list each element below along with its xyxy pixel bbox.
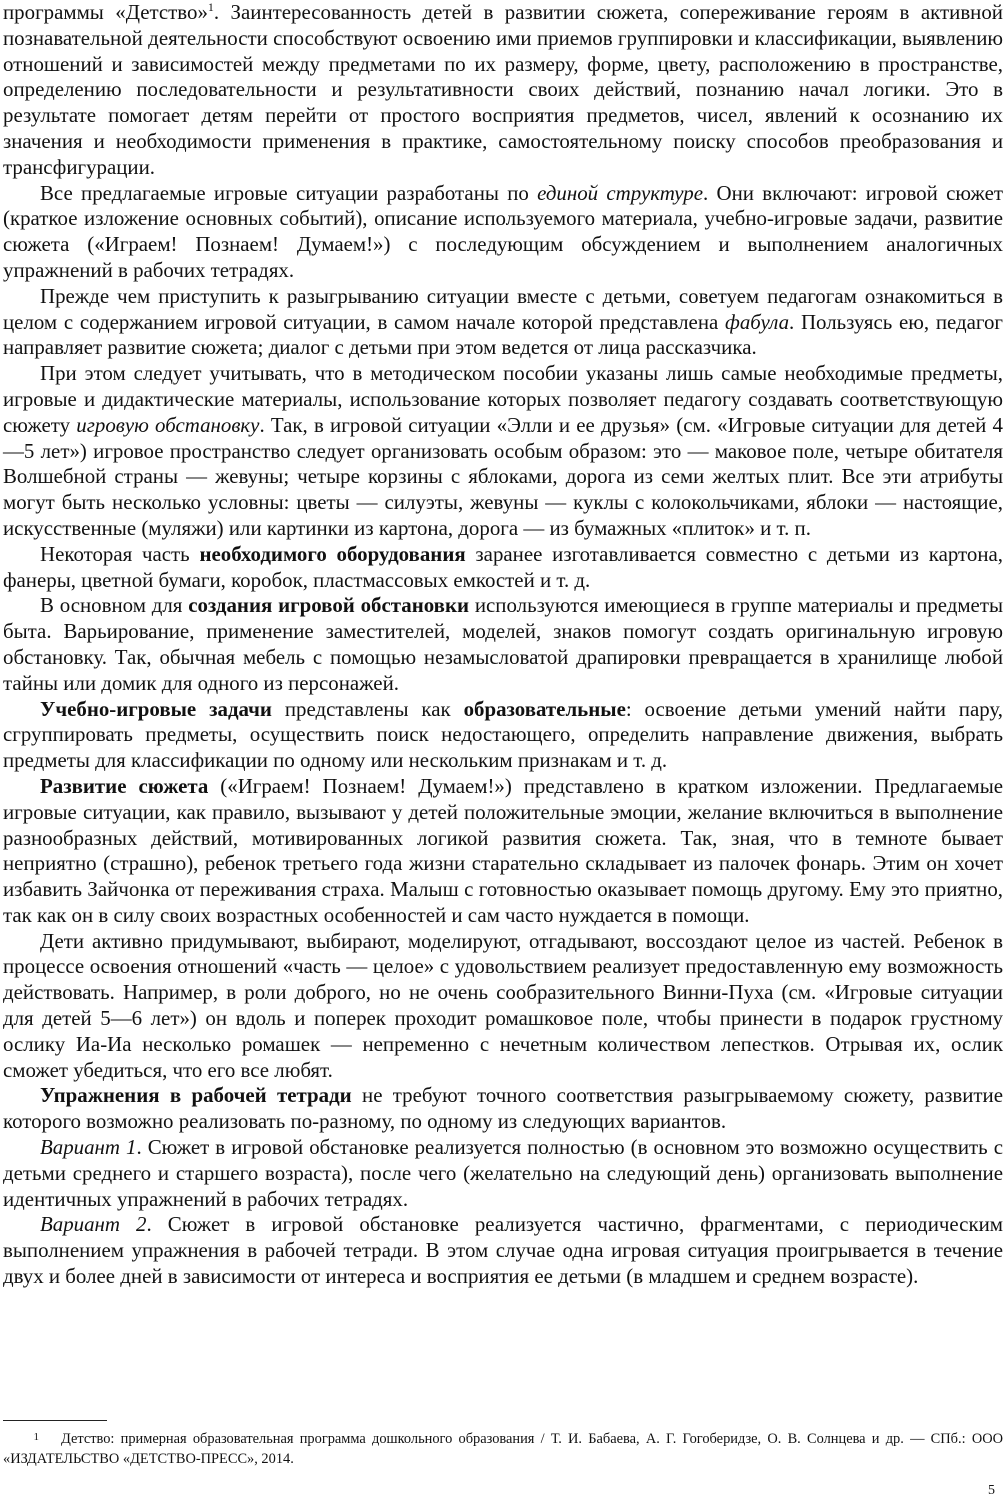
paragraph-6-text-a: В основном для — [40, 593, 189, 618]
paragraph-10 — [3, 1083, 1003, 1135]
paragraph-2-text-a: Все предлагаемые игровые ситуации разработаны по — [40, 180, 538, 205]
paragraph-1-text-a: программы «Детство» — [3, 0, 208, 24]
paragraph-4-text-a: При этом следует учитывать, что в методическом пособии указаны лишь самые необходимые предметы, игровые и дидактические материалы, использование которых позволяет педагогу создавать соответствующую сюжету — [3, 361, 1003, 437]
paragraph-10-text: не требуют точного соответствия разыгрываемому сюжету, развитие которого возможно реализовать по-разному, по одному из следующих вариантов. — [3, 1083, 1003, 1134]
paragraph-8 — [3, 774, 1003, 929]
paragraph-3-text-b: . Пользуясь ею, педагог направляет развитие сюжета; диалог с детьми при этом ведется от лица рассказчика. — [3, 309, 1003, 360]
footnote-divider — [3, 1420, 107, 1421]
paragraph-11 — [3, 1135, 1003, 1212]
body-text — [3, 0, 1003, 1290]
footnote-mark: 1 — [33, 1431, 39, 1443]
paragraph-7-bold-a: Учебно-игровые задачи — [40, 696, 272, 721]
paragraph-2 — [3, 181, 1003, 284]
paragraph-10-bold: Упражнения в рабочей тетради — [40, 1083, 352, 1108]
page-number: 5 — [988, 1483, 995, 1498]
paragraph-12 — [3, 1212, 1003, 1289]
paragraph-2-emphasis: единой структуре — [537, 180, 703, 205]
paragraph-7 — [3, 697, 1003, 774]
footnote-text: Детство: примерная образовательная программа дошкольного образования / Т. И. Бабаева, А. Г. Гогоберидзе, О. В. Солнцева и др. — СПб.: ООО «ИЗДАТЕЛЬСТВО «ДЕТСТВО-ПРЕСС», 2014. — [3, 1431, 1003, 1467]
paragraph-5-text-b: заранее изготавливается совместно с детьми из картона, фанеры, цветной бумаги, коробок, пластмассовых емкостей и т. д. — [3, 541, 1003, 592]
footnote — [3, 1429, 1003, 1469]
page — [3, 0, 1003, 1290]
paragraph-8-text: («Играем! Познаем! Думаем!») представлено в кратком изложении. Предлагаемые игровые ситуации, как правило, вызывают у детей положительные эмоции, желание включиться в выполнение разнообразных действий, мотивированных логикой развития сюжета. Так, зная, что в темноте бывает неприятно (страшно), ребенок третьего года жизни старательно складывает из палочек фонарь. Этим он хочет избавить Зайчонка от переживания страха. Малыш с готовностью оказывает помощь другому. Ему это приятно, так как он в силу своих возрастных особенностей и сам часто нуждается в помощи. — [3, 773, 1003, 927]
paragraph-8-bold: Развитие сюжета — [40, 773, 209, 798]
paragraph-3-emphasis: фабула — [725, 309, 790, 334]
paragraph-4 — [3, 361, 1003, 542]
paragraph-6 — [3, 593, 1003, 696]
paragraph-7-text-a: представлены как — [271, 696, 464, 721]
paragraph-7-text-b: : освоение детьми умений найти пару, сгруппировать предметы, осуществить поиск недостающего, определить направление движения, выбрать предметы для классификации по одному или нескольким признакам и т. д. — [3, 696, 1003, 773]
paragraph-11-variant-label: Вариант 1 — [40, 1135, 137, 1160]
paragraph-11-text: . Сюжет в игровой обстановке реализуется полностью (в основном это возможно осуществить с детьми среднего и старшего возраста), после чего (желательно на следующий день) организовать выполнение идентичных упражнений в рабочих тетрадях. — [3, 1135, 1003, 1211]
paragraph-3-text-a: Прежде чем приступить к разыгрыванию ситуации вместе с детьми, советуем педагогам ознакомиться в целом с содержанием игровой ситуации, в самом начале которой представлена — [3, 283, 1003, 334]
paragraph-9 — [3, 929, 1003, 1084]
paragraph-12-text: . Сюжет в игровой обстановке реализуется частично, фрагментами, с периодическим выполнением упражнения в рабочей тетради. В этом случае одна игровая ситуация проигрывается в течение двух и более дней в зависимости от интереса и восприятия ее детьми (в младшем и среднем возрасте). — [3, 1212, 1003, 1289]
footnote-reference[interactable]: 1 — [207, 0, 214, 15]
paragraph-5-bold: необходимого оборудования — [199, 541, 466, 566]
paragraph-12-variant-label: Вариант 2 — [40, 1212, 147, 1237]
paragraph-5 — [3, 542, 1003, 594]
paragraph-6-bold: создания игровой обстановки — [188, 593, 470, 618]
paragraph-4-text-b: . Так, в игровой ситуации «Элли и ее друзья» (см. «Игровые ситуации для детей 4—5 лет») игровое пространство следует организовать особым образом: это — маковое поле, четыре обитателя Волшебной страны — жевуны; четыре корзины с яблоками, дорога из семи желтых плит. Все эти атрибуты могут быть несколько условны: цветы — силуэты, жевуны — куклы с колокольчиками, яблоки — настоящие, искусственные (муляжи) или картинки из картона, дорога — из бумажных «плиток» и т. п. — [3, 412, 1003, 540]
paragraph-9-text: Дети активно придумывают, выбирают, моделируют, отгадывают, воссоздают целое из частей. Ребенок в процессе освоения отношений «часть — целое» с удовольствием реализует предоставленную ему возможность действовать. Например, в роли доброго, но не очень сообразительного Винни-Пуха (см. «Игровые ситуации для детей 5—6 лет») он вдоль и поперек проходит ромашковое поле, чтобы принести в подарок грустному ослику Иа-Иа несколько ромашек — непременно с нечетным количеством лепестков. Отрывая их, ослик сможет убедиться, что его все любят. — [3, 928, 1003, 1082]
paragraph-4-emphasis: игровую обстановку — [76, 412, 260, 437]
paragraph-7-bold-b: образовательные — [463, 696, 626, 721]
paragraph-5-text-a: Некоторая часть — [40, 541, 200, 566]
paragraph-1-text-b: . Заинтересованность детей в развитии сюжета, сопереживание героям в активной познавательной деятельности способствуют освоению ими приемов группировки и классификации, выявлению отношений и зависимостей между предметами по их размеру, форме, цвету, расположению в пространстве, определению последовательности и результативности своих действий, познанию начал логики. Это в результате помогает детям перейти от простого восприятия предметов, чисел, явлений к осознанию их значения и необходимости применения в практике, самостоятельному поиску способов преобразования и трансфигурации. — [3, 0, 1003, 179]
paragraph-1 — [3, 0, 1003, 181]
paragraph-2-text-b: . Они включают: игровой сюжет (краткое изложение основных событий), описание используемого материала, учебно-игровые задачи, развитие сюжета («Играем! Познаем! Думаем!») с последующим обсуждением и выполнением аналогичных упражнений в рабочих тетрадях. — [3, 180, 1003, 282]
paragraph-6-text-b: используются имеющиеся в группе материалы и предметы быта. Варьирование, применение заместителей, моделей, знаков помогут создать оригинальную игровую обстановку. Так, обычная мебель с помощью незамысловатой драпировки превращается в хранилище любой тайны или домик для одного из персонажей. — [3, 593, 1003, 695]
paragraph-3 — [3, 284, 1003, 361]
